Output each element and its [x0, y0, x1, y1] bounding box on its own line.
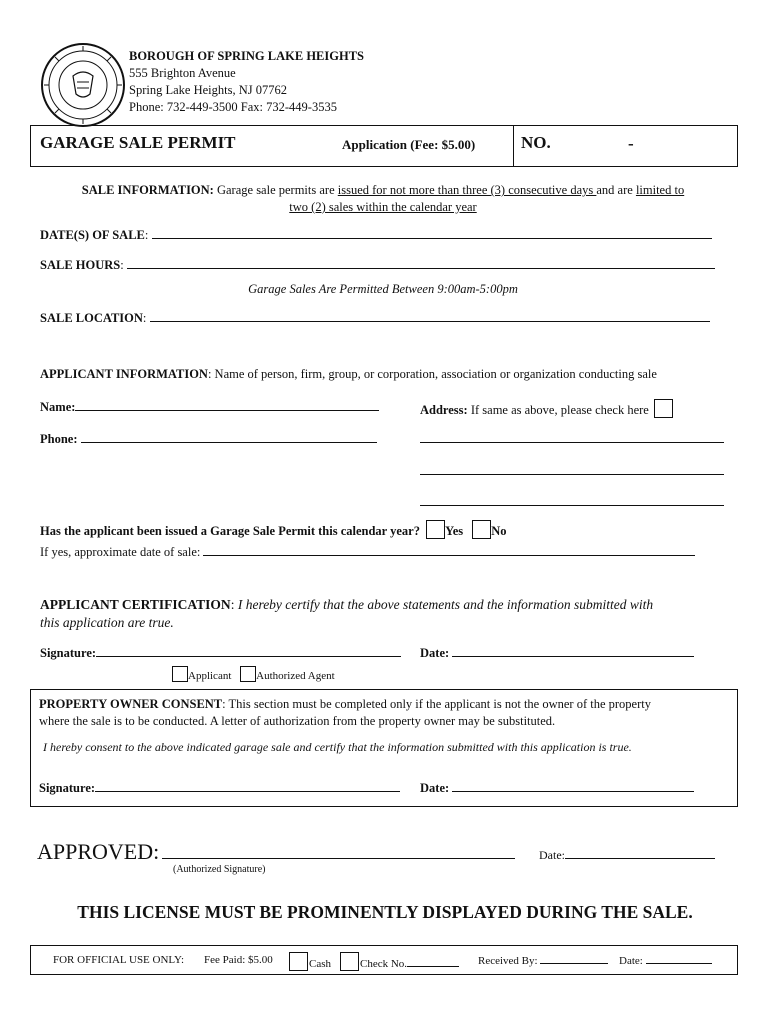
- check-number-field[interactable]: [407, 957, 459, 967]
- approved-signature-field[interactable]: [162, 842, 515, 859]
- borough-seal: [40, 42, 126, 128]
- owner-signature-field[interactable]: [95, 780, 400, 792]
- signer-role-row: [172, 666, 335, 682]
- borough-phone: Phone: 732-449-3500 Fax: 732-449-3535: [129, 100, 337, 114]
- seal-icon: [40, 42, 126, 128]
- approved-row: [37, 839, 515, 865]
- yes-checkbox[interactable]: [426, 520, 445, 539]
- sale-hours-field[interactable]: [127, 257, 715, 269]
- dates-of-sale-field[interactable]: [152, 227, 712, 239]
- applicant-role-checkbox[interactable]: [172, 666, 188, 682]
- sale-hours-note: Garage Sales Are Permitted Between 9:00am-5:00pm: [248, 282, 518, 296]
- authorized-signature-caption: (Authorized Signature): [173, 864, 266, 875]
- sale-hours-row: SALE HOURS:: [40, 257, 715, 273]
- owner-consent-statement: I hereby consent to the above indicated garage sale and certify that the information submitted with this application is true.: [43, 740, 632, 754]
- borough-city: Spring Lake Heights, NJ 07762: [129, 83, 287, 97]
- check-number-label: Check No.: [360, 958, 408, 970]
- address-line-2[interactable]: [420, 463, 724, 475]
- owner-signature-row: Signature:: [39, 780, 400, 796]
- yes-label: Yes: [445, 524, 464, 538]
- borough-street: 555 Brighton Avenue: [129, 66, 236, 80]
- name-row: Name:: [40, 399, 379, 415]
- form-title: GARAGE SALE PERMIT: [40, 133, 236, 152]
- applicant-date-row: Date:: [420, 645, 694, 661]
- approved-date-field[interactable]: [565, 847, 715, 859]
- owner-date-field[interactable]: [452, 780, 694, 792]
- cash-checkbox[interactable]: [289, 952, 308, 971]
- applicant-signature-row: Signature:: [40, 645, 401, 661]
- application-fee: Application (Fee: $5.00): [342, 137, 476, 152]
- applicant-date-field[interactable]: [452, 645, 694, 657]
- applicant-role-label: Applicant: [188, 670, 232, 682]
- permit-number-dash: -: [628, 134, 634, 153]
- certification-text: APPLICANT CERTIFICATION: I hereby certify that the above statements and the information submitted with this application are true.: [40, 597, 654, 630]
- phone-row: Phone:: [40, 431, 377, 447]
- agent-role-checkbox[interactable]: [240, 666, 256, 682]
- previous-permit-question: Has the applicant been issued a Garage Sale Permit this calendar year?: [40, 524, 420, 538]
- previous-sale-date-field[interactable]: [203, 544, 695, 556]
- if-yes-row: If yes, approximate date of sale:: [40, 544, 695, 560]
- title-box: [30, 125, 738, 167]
- sale-location-field[interactable]: [150, 310, 710, 322]
- same-address-checkbox[interactable]: [654, 399, 673, 418]
- name-field[interactable]: [75, 399, 379, 411]
- approved-date-row: Date:: [539, 847, 715, 863]
- applicant-signature-field[interactable]: [96, 645, 401, 657]
- no-label: No: [491, 524, 507, 538]
- fee-paid-label: Fee Paid: $5.00: [204, 954, 273, 966]
- address-row: Address: If same as above, please check here: [420, 399, 673, 418]
- owner-date-row: Date:: [420, 780, 694, 796]
- received-by-label: Received By:: [478, 955, 538, 967]
- cash-label: Cash: [309, 958, 331, 970]
- address-line-1[interactable]: [420, 431, 724, 443]
- official-date-label: Date:: [619, 955, 643, 967]
- sale-info-text: SALE INFORMATION: Garage sale permits are issued for not more than three (3) consecutive days and are limited to two (2) sales within the calendar year: [81, 183, 685, 214]
- agent-role-label: Authorized Agent: [256, 670, 335, 682]
- sale-location-row: SALE LOCATION:: [40, 310, 710, 326]
- applicant-info-heading: APPLICANT INFORMATION: Name of person, firm, group, or corporation, association or organization conducting sale: [40, 367, 657, 381]
- official-use-box: [30, 945, 738, 975]
- phone-field[interactable]: [81, 431, 377, 443]
- check-checkbox[interactable]: [340, 952, 359, 971]
- received-by-field[interactable]: [540, 954, 608, 964]
- permit-number-label: NO.: [521, 133, 551, 152]
- approved-label: APPROVED:: [37, 839, 160, 864]
- title-box-divider: [513, 126, 514, 166]
- owner-consent-box: PROPERTY OWNER CONSENT: This section must be completed only if the applicant is not the owner of the property where the sale is to be conducted. A letter of authorization from the property owner may be substituted. I hereby consent to the above indicated garage sale and certify that the information submitted with this application is true. Signature: Date:: [30, 689, 738, 807]
- official-use-label: FOR OFFICIAL USE ONLY:: [53, 954, 185, 966]
- address-line-3[interactable]: [420, 494, 724, 506]
- no-checkbox[interactable]: [472, 520, 491, 539]
- previous-permit-row: [40, 520, 507, 539]
- borough-name: BOROUGH OF SPRING LAKE HEIGHTS: [129, 49, 364, 63]
- official-date-field[interactable]: [646, 954, 712, 964]
- display-notice: THIS LICENSE MUST BE PROMINENTLY DISPLAYED DURING THE SALE.: [77, 902, 693, 922]
- owner-consent-heading: PROPERTY OWNER CONSENT: [39, 697, 223, 711]
- dates-of-sale-row: DATE(S) OF SALE:: [40, 227, 712, 243]
